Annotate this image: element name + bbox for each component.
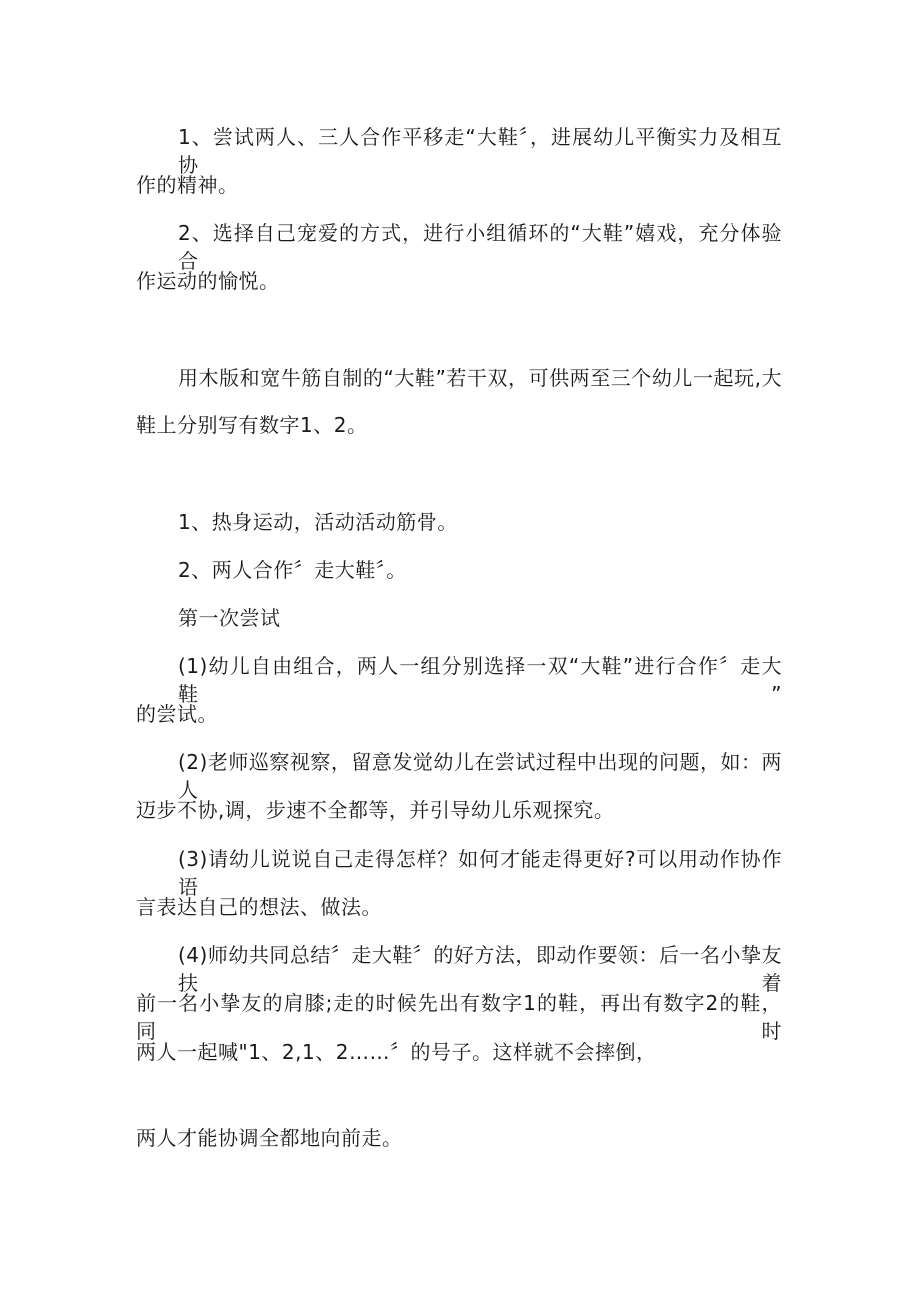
attempt-heading: 第一次尝试 xyxy=(178,606,281,630)
materials-line-2: 鞋上分别写有数字1、2。 xyxy=(136,413,368,437)
attempt-item-1-line-2: 的尝试。 xyxy=(136,702,218,726)
attempt-item-4-line-2: 前一名小挚友的肩膝;走的时候先出有数字1的鞋，再出有数字2的鞋，同时 xyxy=(136,991,782,1043)
process-step-2: 2、两人合作〞走大鞋〞。 xyxy=(178,558,407,582)
attempt-item-4-line-3: 两人一起喊"1、2,1、2……〞的号子。这样就不会摔倒， xyxy=(136,1040,657,1064)
objective-2-line-2: 作运动的愉悦。 xyxy=(136,269,280,293)
objective-2-line-1: 2、选择自己宠爱的方式，进行小组循环的“大鞋”嬉戏，充分体验合 xyxy=(178,221,782,273)
attempt-item-2-line-2: 迈步不协,调，步速不全都等，并引导幼儿乐观探究。 xyxy=(136,798,615,822)
materials-line-1: 用木版和宽牛筋自制的“大鞋”若干双，可供两至三个幼儿一起玩,大 xyxy=(178,366,782,390)
attempt-item-1-line-1: (1)幼儿自由组合，两人一组分别选择一双“大鞋”进行合作〞走大鞋” xyxy=(178,654,782,706)
attempt-item-2-line-1: (2)老师巡察视察，留意发觉幼儿在尝试过程中出现的问题，如：两人 xyxy=(178,750,782,802)
attempt-item-3-line-1: (3)请幼儿说说自己走得怎样？如何才能走得更好?可以用动作协作语 xyxy=(178,847,782,899)
attempt-item-4-line-1: (4)师幼共同总结〞走大鞋〞的好方法，即动作要领：后一名小挚友扶着 xyxy=(178,943,782,995)
attempt-item-3-line-2: 言表达自己的想法、做法。 xyxy=(136,895,382,919)
attempt-item-4-line-4: 两人才能协调全都地向前走。 xyxy=(136,1126,403,1150)
objective-1-line-1: 1、尝试两人、三人合作平移走“大鞋〞，进展幼儿平衡实力及相互协 xyxy=(178,125,782,177)
process-step-1: 1、热身运动，活动活动筋骨。 xyxy=(178,510,458,534)
objective-1-line-2: 作的精神。 xyxy=(136,173,239,197)
